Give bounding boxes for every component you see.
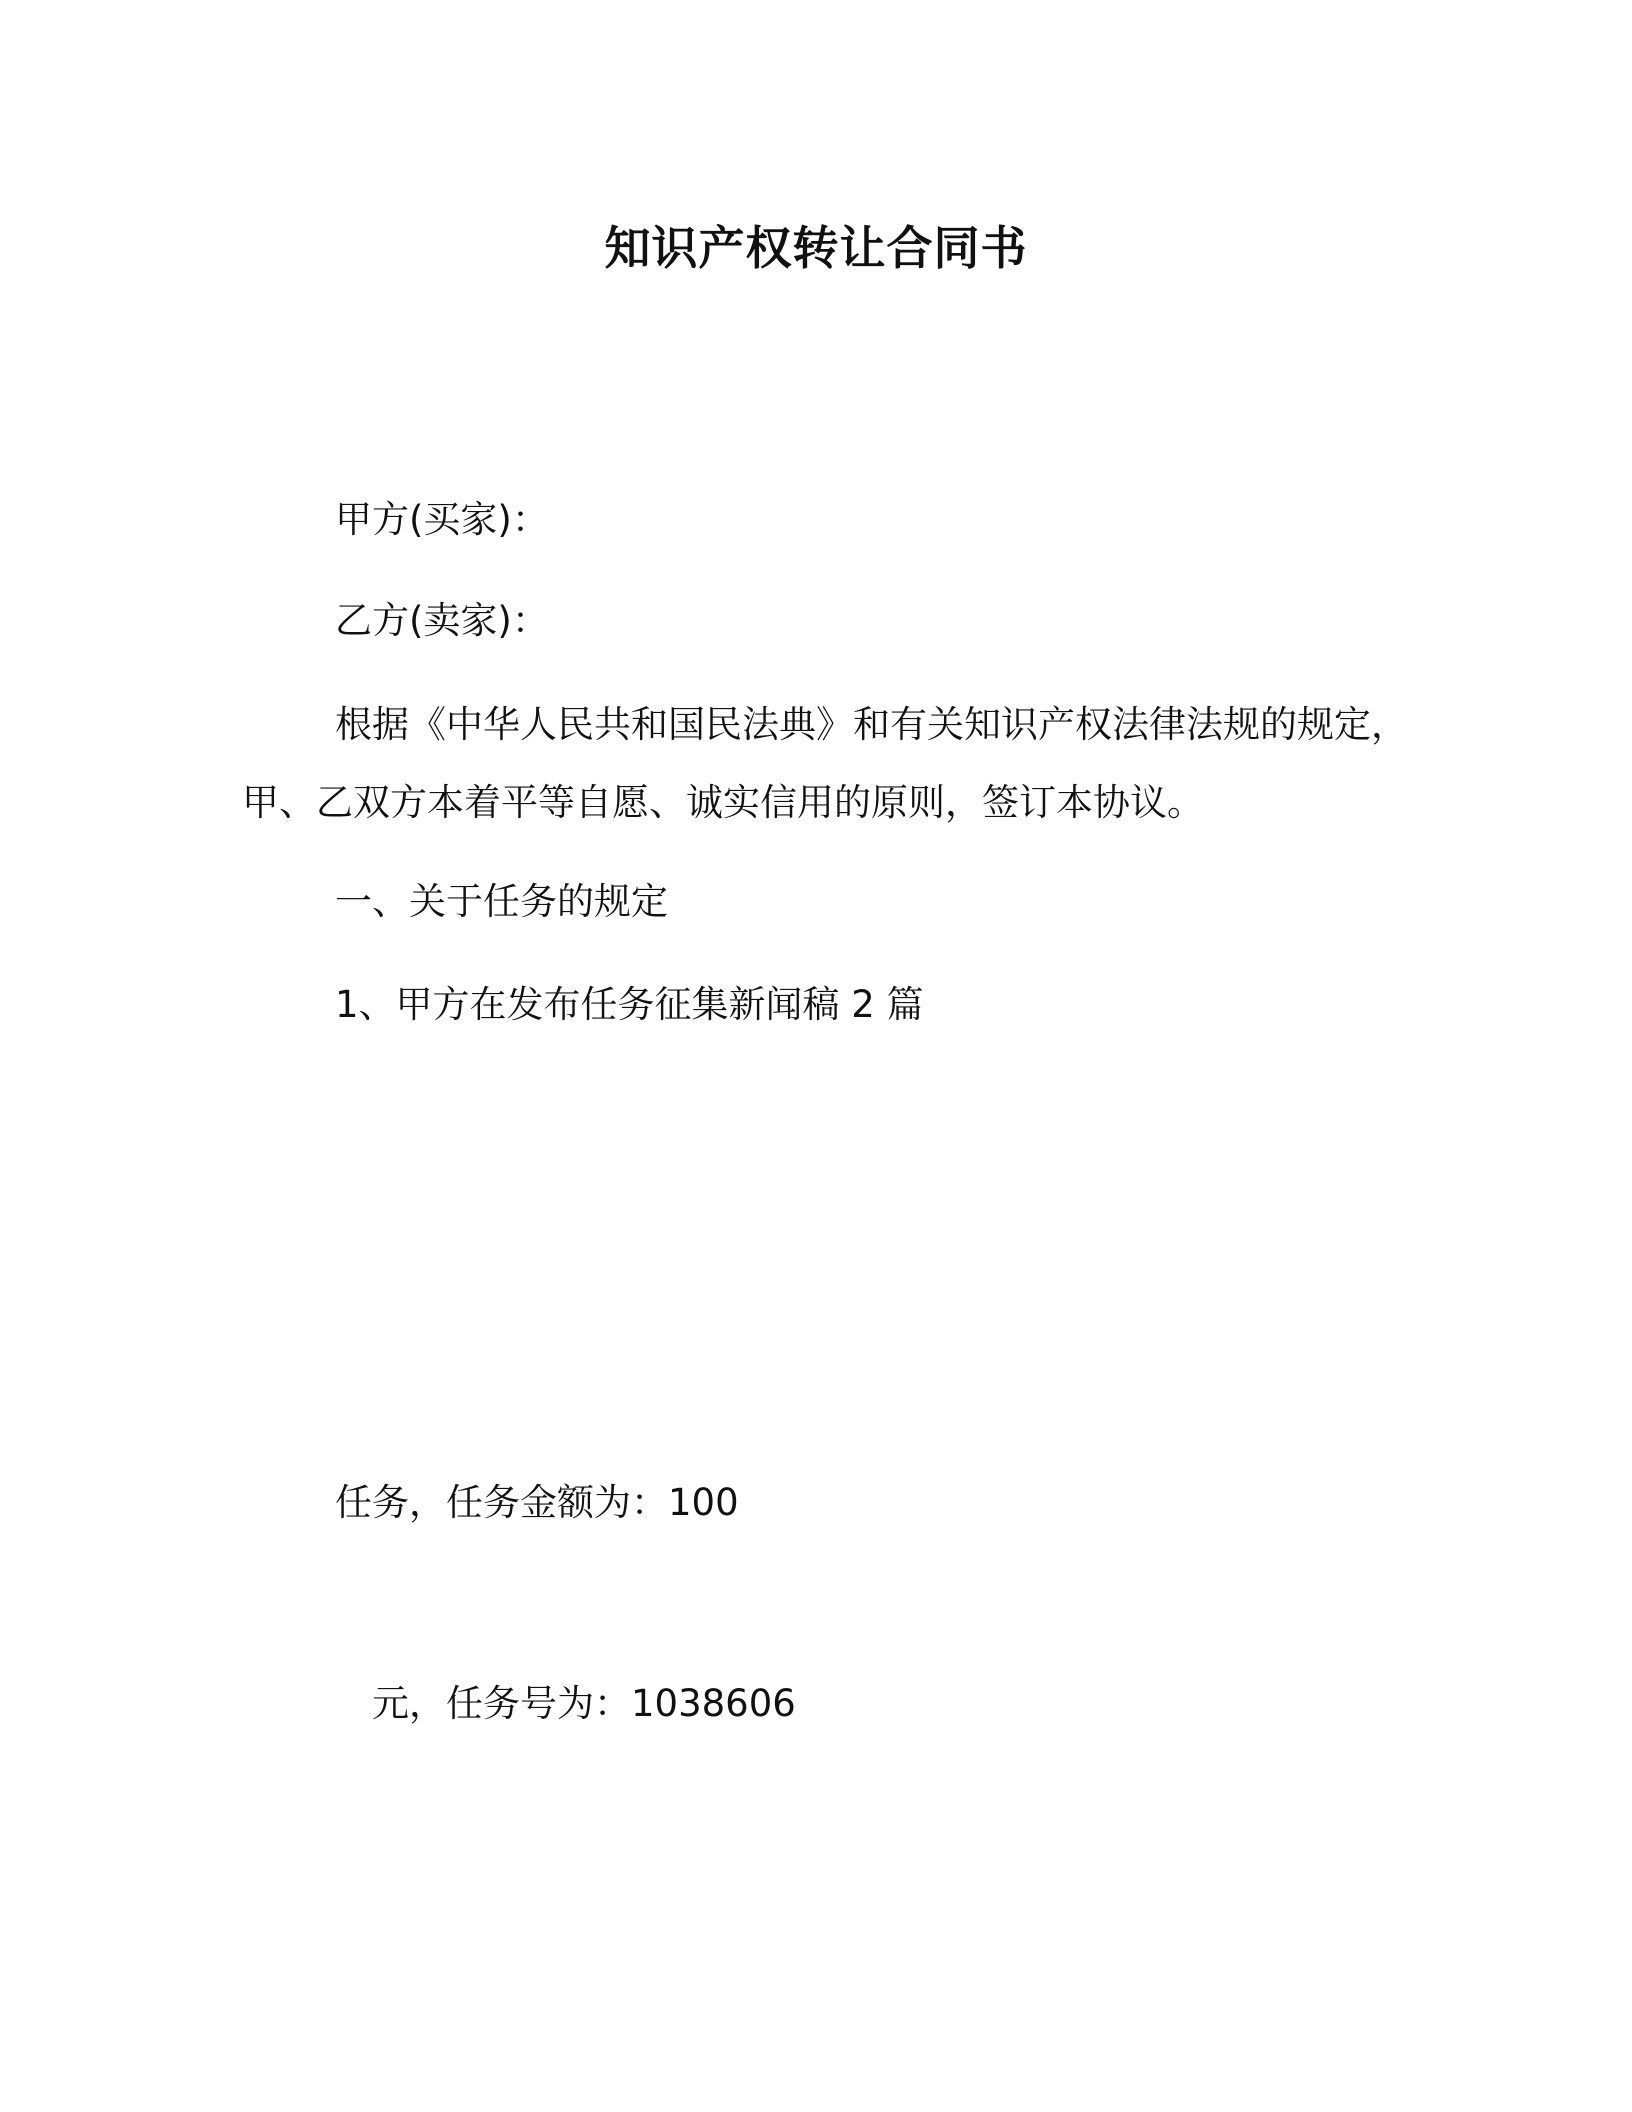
preamble-line-1: 根据《中华人民共和国民法典》和有关知识产权法律法规的规定， [335,703,1408,746]
party-b-label: 乙方(卖家)： [335,599,549,642]
document-title: 知识产权转让合同书 [604,221,1028,275]
section-1-heading: 一、关于任务的规定 [335,880,668,923]
preamble-line-2: 甲、乙双方本着平等自愿、诚实信用的原则，签订本协议。 [242,781,1204,824]
task-amount-line: 任务，任务金额为：100 [335,1481,739,1524]
task-number-line: 元，任务号为：1038606 [372,1682,796,1725]
party-a-label: 甲方(买家)： [335,498,549,541]
clause-1: 1、甲方在发布任务征集新闻稿 2 篇 [335,983,924,1026]
